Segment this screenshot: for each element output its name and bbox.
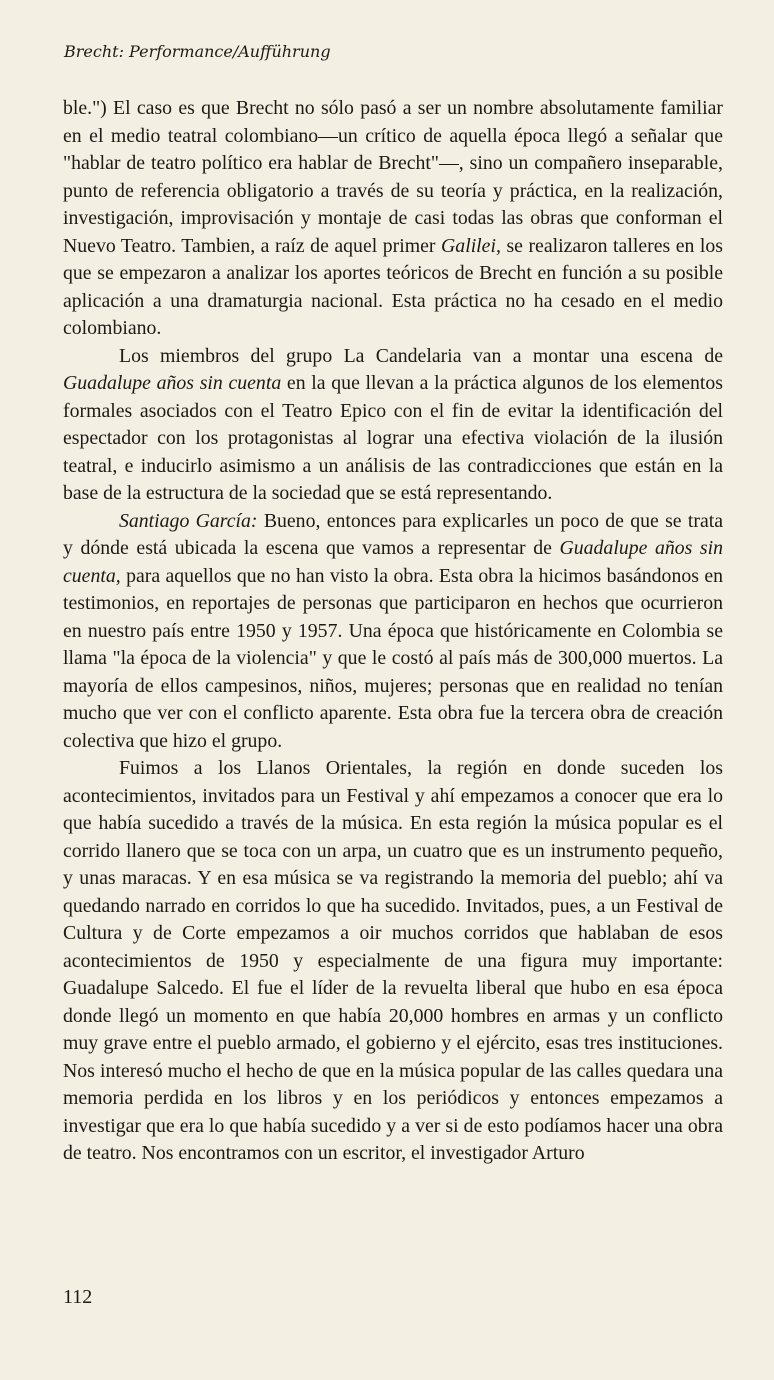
paragraph-text: Los miembros del grupo La Candelaria van a montar una escena de xyxy=(119,344,723,367)
paragraph-text: para aquellos que no han visto la obra. Esta obra la hicimos basándonos en testimonios, en reportajes de personas que participaron en hechos que ocurrieron en nuestro país entre 1950 y 1957. Una época que históricamente en Colombia se llama "la época de la violencia" y que le costó al país más de 300,000 muertos. La mayoría de ellos campesinos, niños, mujeres; personas que en realidad no tenían mucho que ver con el conflicto aparente. Esta obra fue la tercera obra de creación colectiva que hizo el grupo. xyxy=(63,564,723,752)
paragraph-text: en la que llevan a la práctica algunos de los elementos formales asociados con el Teatro Epico con el fin de evitar la identificación del espectador con los protagonistas al lograr una efectiva violación de la ilusión teatral, e inducirlo asimismo a un análisis de las contradicciones que están en la base de la estructura de la sociedad que se está representando. xyxy=(63,372,723,504)
body-text xyxy=(63,95,723,1168)
paragraph-text: Fuimos a los Llanos Orientales, la región en donde suceden los acontecimientos, invitados para un Festival y ahí empezamos a conocer que era lo que había sucedido a través de la música. En esta región la música popular es el corrido llanero que se toca con un arpa, un cuatro que es un instrumento pequeño, y unas maracas. Y en esa música se va registrando la memoria del pueblo; ahí va quedando narrado en corridos lo que ha sucedido. Invitados, pues, a un Festival de Cultura y de Corte empezamos a oir muchos corridos que hablaban de esos acontecimientos de 1950 y especialmente de una figura muy importante: Guadalupe Salcedo. El fue el líder de la revuelta liberal que hubo en esa época donde llegó un momento en que había 20,000 hombres en armas y un conflicto muy grave entre el pueblo armado, el gobierno y el ejército, esas tres instituciones. Nos interesó mucho el hecho de que en la música popular de las calles quedara una memoria perdida en los libros y en los periódicos y entonces empezamos a investigar que era lo que había sucedido y a ver si de esto podíamos hacer una obra de teatro. Nos encontramos con un escritor, el investigador Arturo xyxy=(63,757,723,1164)
paragraph-text: se realizaron talleres en los que se empezaron a analizar los aportes teóricos de Brecht en función a su posible aplicación a una dramaturgia nacional. Esta práctica no ha cesado en el medio colombiano. xyxy=(63,234,723,339)
paragraph-2 xyxy=(63,343,723,508)
paragraph-1 xyxy=(63,95,723,343)
work-title-guadalupe: Guadalupe años sin cuenta, xyxy=(63,537,724,587)
paragraph-3 xyxy=(63,508,723,756)
page-number: 112 xyxy=(63,1286,93,1308)
work-title-guadalupe: Guadalupe años sin cuenta xyxy=(63,372,282,394)
running-head: Brecht: Performance/Aufführung xyxy=(64,42,331,61)
paragraph-text: Bueno, entonces para explicarles un poco de que se trata y dónde está ubicada la escena que vamos a representar de xyxy=(63,509,723,559)
paragraph-text: ble.") El caso es que Brecht no sólo pasó a ser un nombre absolutamente familiar en el medio teatral colombiano—un crítico de aquella época llegó a señalar que "hablar de teatro político era hablar de Brecht"—, sino un compañero inseparable, punto de referencia obligatorio a través de su teoría y práctica, en la realización, investigación, improvisación y montaje de casi todas las obras que conforman el Nuevo Teatro. Tambien, a raíz de aquel primer xyxy=(63,97,723,257)
paragraph-4 xyxy=(63,755,723,1168)
speaker-name: Santiago García: xyxy=(119,509,258,532)
work-title-galilei: Galilei, xyxy=(441,234,501,257)
